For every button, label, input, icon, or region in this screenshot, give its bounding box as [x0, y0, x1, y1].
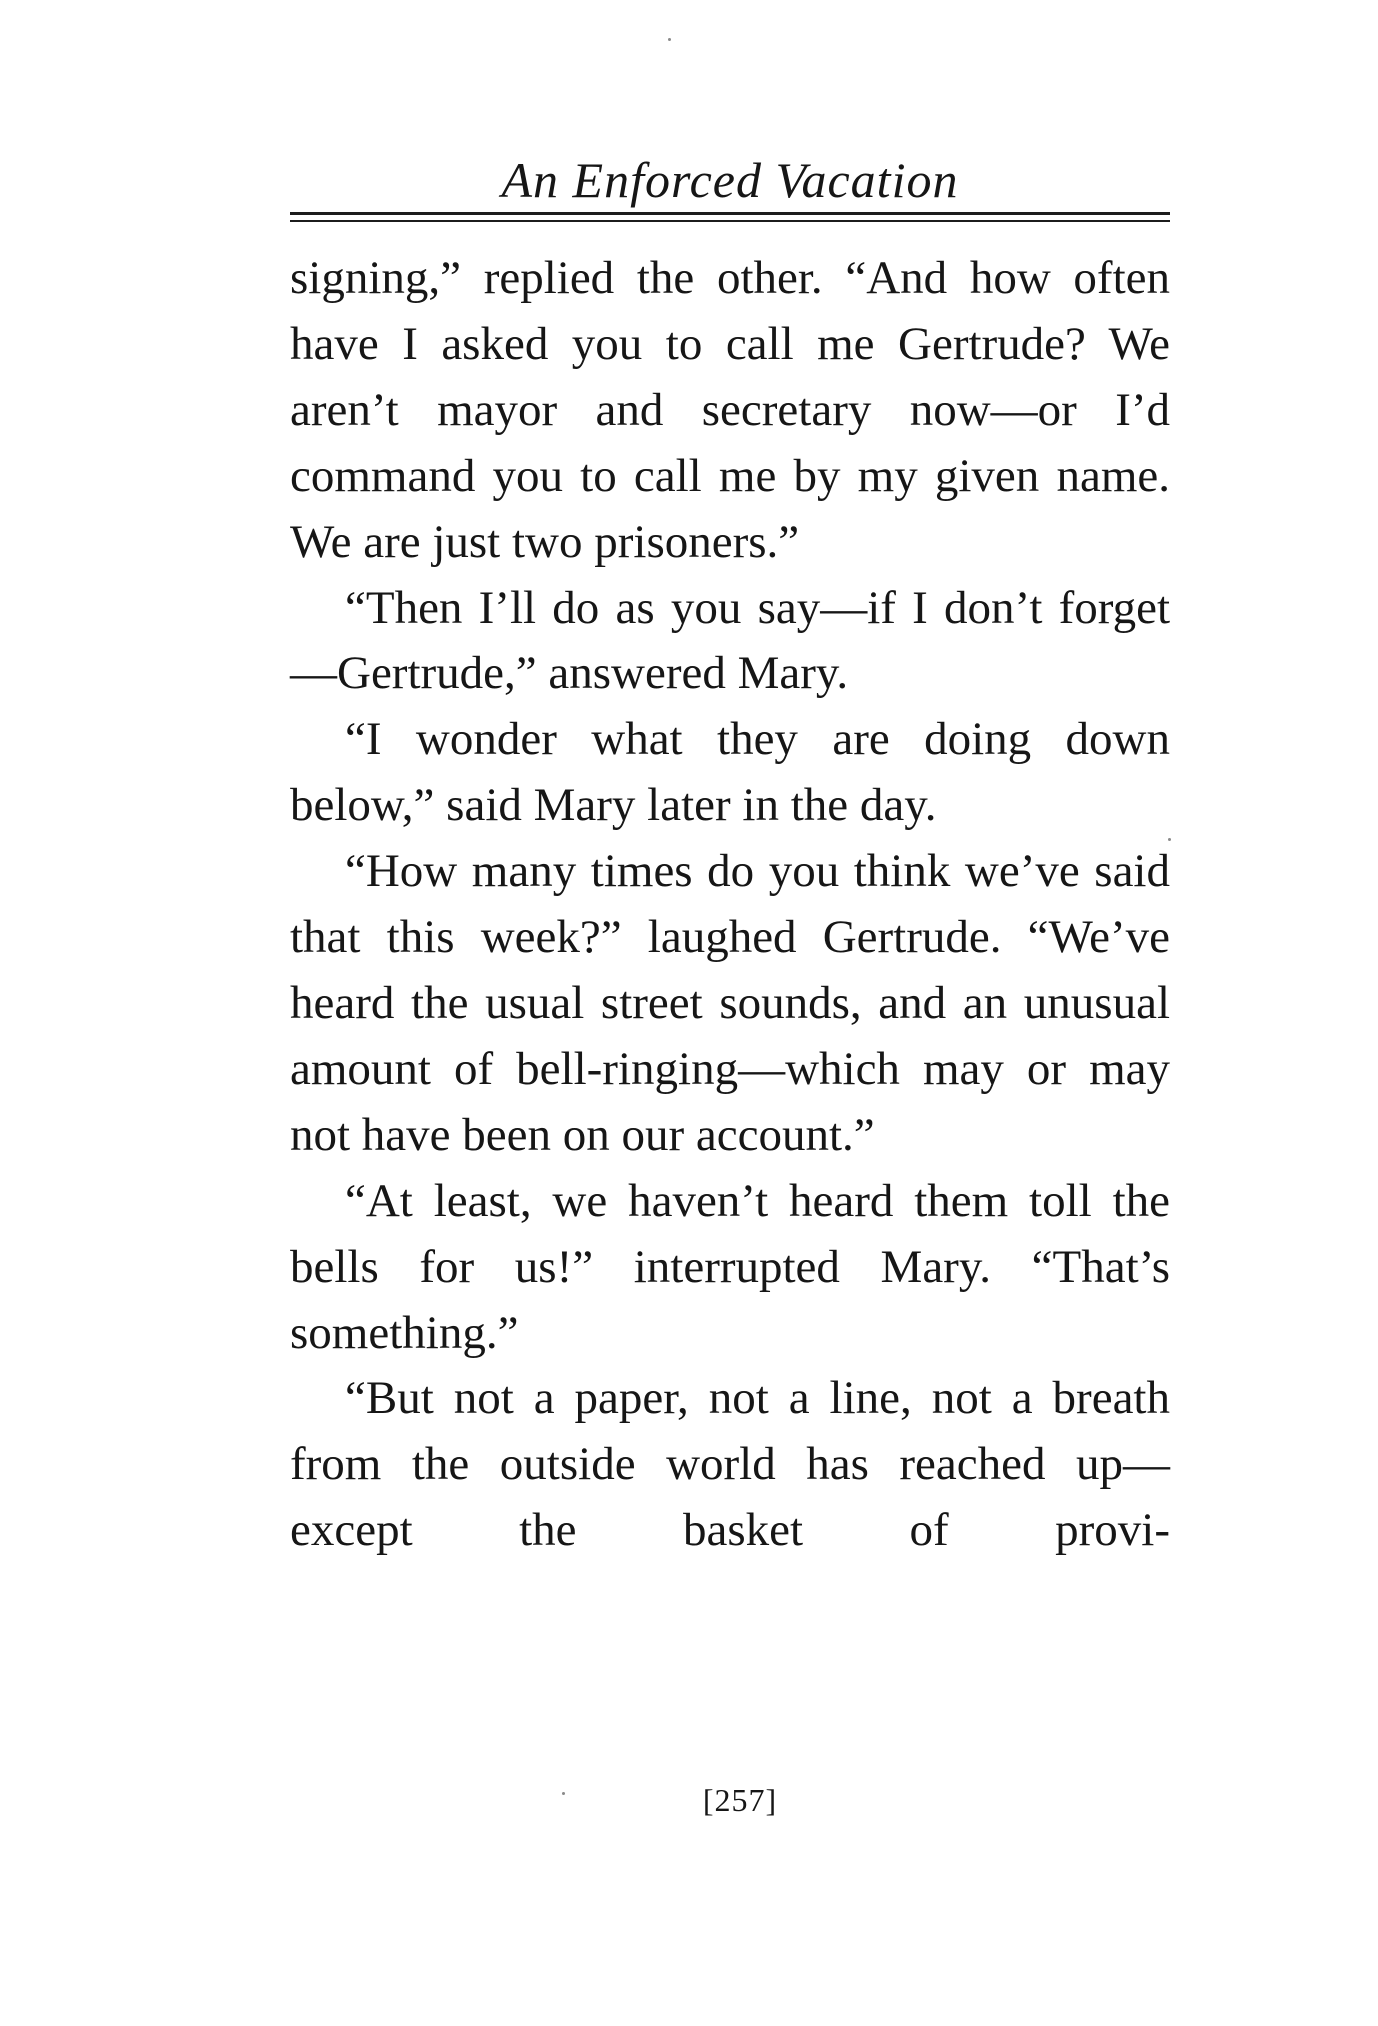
paragraph: “Then I’ll do as you say—if I don’t forget—Gertrude,” answered Mary.	[290, 581, 1170, 700]
paragraph: “But not a paper, not a line, not a breath from the outside world has reached up—except the basket of provi-	[290, 1372, 1170, 1557]
body-text	[290, 246, 1170, 1564]
header-rule-bottom	[290, 220, 1170, 222]
paragraph: “I wonder what they are doing down below,” said Mary later in the day.	[290, 713, 1170, 832]
scan-speck	[668, 38, 671, 41]
scan-speck	[1168, 838, 1171, 841]
running-head: An Enforced Vacation	[501, 152, 959, 208]
paragraph-continued: signing,” replied the other. “And how often have I asked you to call me Gertrude? We aren’t mayor and secretary now—or I’d command you to call me by my given name. We are just two prisoners.”	[290, 252, 1170, 568]
scan-speck	[562, 1792, 565, 1795]
header-rule-top	[290, 212, 1170, 215]
paragraph: “How many times do you think we’ve said that this week?” laughed Gertrude. “We’ve heard the usual street sounds, and an unusual amount of bell-ringing—which may or may not have been on our account.”	[290, 845, 1170, 1161]
paragraph: “At least, we haven’t heard them toll the bells for us!” interrupted Mary. “That’s something.”	[290, 1174, 1170, 1359]
page-number: [257]	[702, 1782, 778, 1818]
